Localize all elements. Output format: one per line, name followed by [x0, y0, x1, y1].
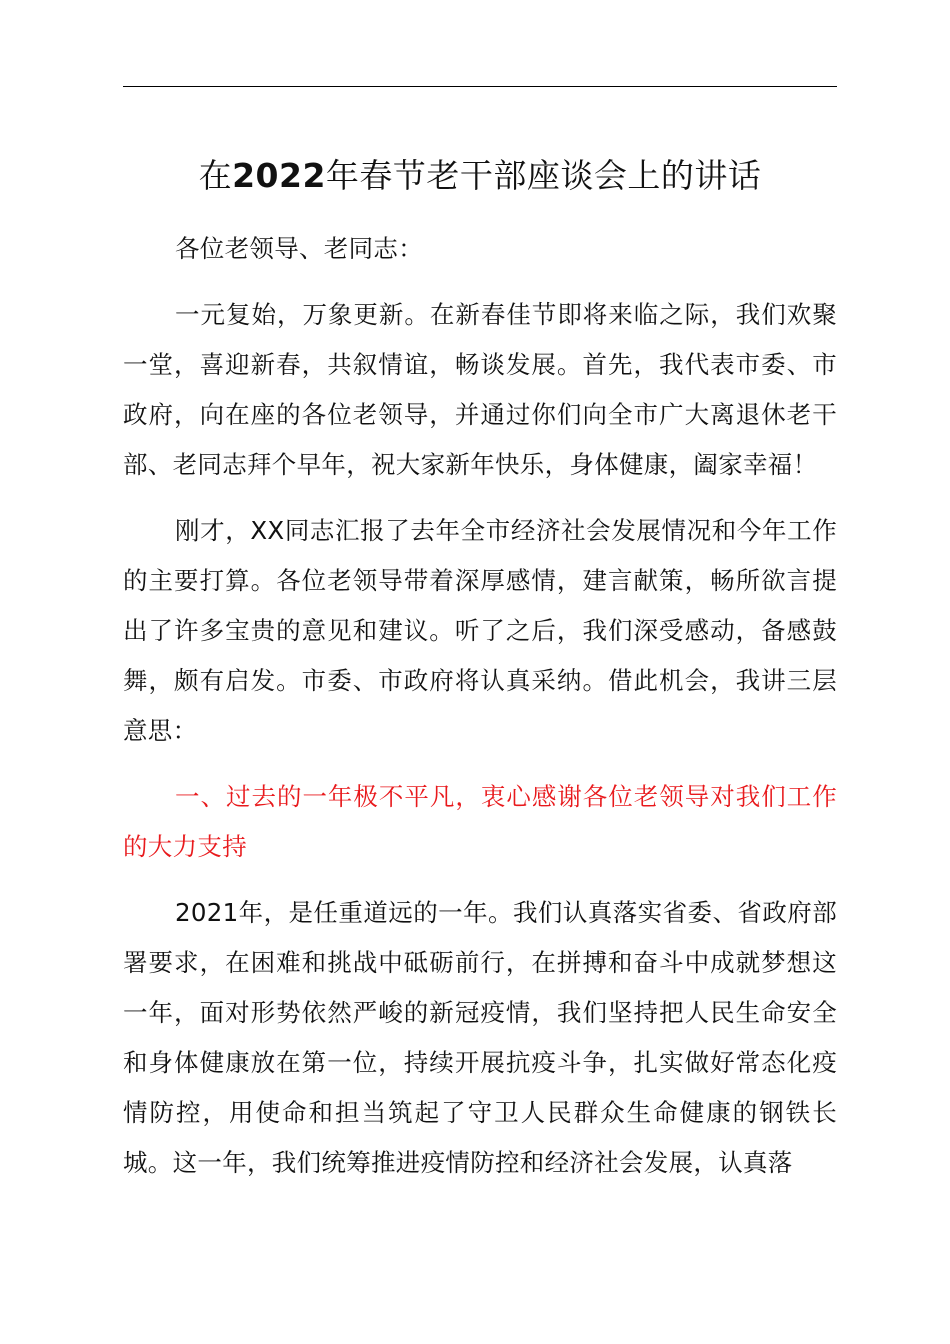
- section-heading-1: 一、过去的一年极不平凡，衷心感谢各位老领导对我们工作的大力支持: [123, 782, 837, 861]
- title-suffix: 年春节老干部座谈会上的讲话: [325, 156, 762, 195]
- title-prefix: 在: [198, 156, 233, 195]
- salutation: 各位老领导、老同志：: [175, 234, 423, 263]
- paragraph-greeting: 一元复始，万象更新。在新春佳节即将来临之际，我们欢聚一堂，喜迎新春，共叙情谊，畅谈发展。首先，我代表市委、市政府，向在座的各位老领导，并通过你们向全市广大离退休老干部、老同志拜个早年，祝大家新年快乐，身体健康，阖家幸福！: [123, 300, 837, 479]
- header-rule: [123, 86, 837, 87]
- paragraph-intro: 刚才，XX同志汇报了去年全市经济社会发展情况和今年工作的主要打算。各位老领导带着深厚感情，建言献策，畅所欲言提出了许多宝贵的意见和建议。听了之后，我们深受感动，备感鼓舞，颇有启发。市委、市政府将认真采纳。借此机会，我讲三层意思：: [123, 516, 837, 745]
- document-body: [123, 224, 837, 1204]
- document-title: [123, 148, 837, 204]
- title-year: 2022: [232, 156, 326, 195]
- paragraph-2021-review: 2021年，是任重道远的一年。我们认真落实省委、省政府部署要求，在困难和挑战中砥砺前行，在拼搏和奋斗中成就梦想这一年，面对形势依然严峻的新冠疫情，我们坚持把人民生命安全和身体健康放在第一位，持续开展抗疫斗争，扎实做好常态化疫情防控，用使命和担当筑起了守卫人民群众生命健康的钢铁长城。这一年，我们统筹推进疫情防控和经济社会发展，认真落: [123, 898, 837, 1177]
